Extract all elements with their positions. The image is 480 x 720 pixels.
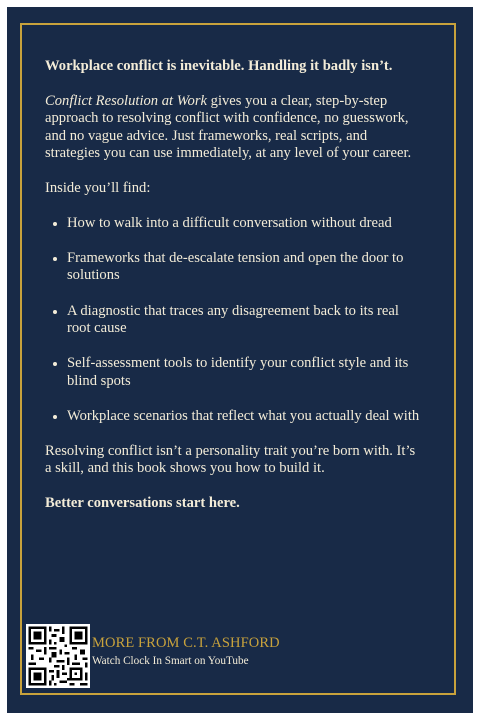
closing-line: Better conversations start here. — [45, 494, 240, 511]
list-item — [45, 303, 423, 338]
inside-heading: Inside you’ll find: — [45, 179, 151, 196]
intro-text: gives you a clear, step-by-step approach to resolving conflict with confidence, no guesswork, and no vague advice. Just frameworks, real scripts, and strategies you can use immediately, at any level of your career. — [45, 92, 412, 162]
qr-code-icon[interactable] — [26, 624, 90, 688]
bullet-icon — [53, 415, 57, 419]
bullet-icon — [53, 222, 57, 226]
headline: Workplace conflict is inevitable. Handling it badly isn’t. — [45, 58, 393, 74]
bullet-icon — [53, 362, 57, 366]
list-item-text: Self-assessment tools to identify your conflict style and its blind spots — [67, 355, 409, 389]
promo-subtitle: Watch Clock In Smart on YouTube — [92, 655, 249, 667]
list-item-text: A diagnostic that traces any disagreement back to its real root cause — [67, 302, 399, 337]
feature-list — [45, 215, 423, 426]
qr-code-graphic — [26, 624, 90, 688]
bullet-icon — [53, 257, 57, 261]
list-item — [45, 215, 423, 233]
intro-paragraph — [45, 93, 423, 163]
list-item — [45, 250, 423, 285]
book-title: Conflict Resolution at Work — [45, 92, 208, 109]
blurb-content — [45, 58, 423, 512]
list-item — [45, 408, 423, 426]
list-item-text: Frameworks that de-escalate tension and open the door to solutions — [67, 249, 404, 284]
bullet-icon — [53, 310, 57, 314]
summary-paragraph: Resolving conflict isn’t a personality trait you’re born with. It’s a skill, and this book shows you how to build it. — [45, 442, 416, 477]
promo-block — [92, 635, 280, 668]
list-item-text: Workplace scenarios that reflect what you actually deal with — [67, 408, 420, 425]
list-item-text: How to walk into a difficult conversation without dread — [67, 214, 392, 231]
promo-title: MORE FROM C.T. ASHFORD — [92, 635, 280, 651]
list-item — [45, 355, 423, 390]
